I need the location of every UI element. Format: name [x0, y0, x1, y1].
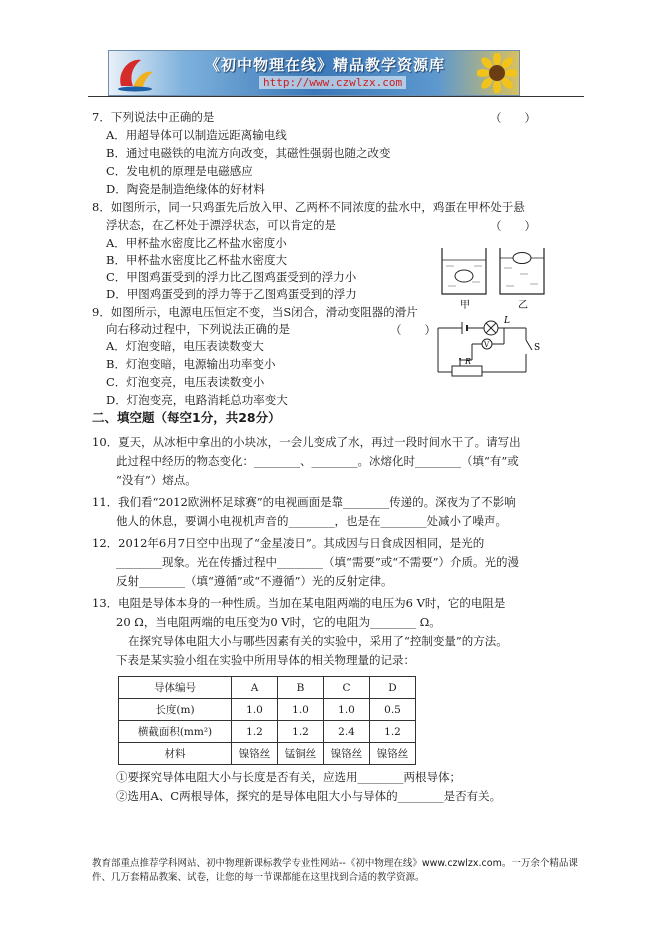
q10-line-3: “没有”）熔点。 — [116, 473, 197, 487]
q8-stem-line-1: 8．如图所示，同一只鸡蛋先后放入甲、乙两杯不同浓度的盐水中，鸡蛋在甲杯处于悬 — [92, 200, 525, 214]
q7-option-c: C．发电机的原理是电磁感应 — [106, 164, 253, 178]
label-l: L — [504, 316, 510, 326]
label-s: S — [534, 343, 541, 353]
table-cell: 长度(m) — [119, 699, 232, 721]
header-banner — [108, 50, 520, 96]
beakers-figure — [434, 242, 554, 312]
egg-jia-icon — [455, 270, 473, 282]
label-yi: 乙 — [518, 300, 528, 311]
q9-option-d: D．灯泡变亮，电路消耗总功率变大 — [106, 393, 288, 407]
q7-stem: 7．下列说法中正确的是 — [92, 110, 215, 124]
site-logo-icon — [115, 54, 155, 92]
q9-stem-line-1: 9．如图所示，电源电压恒定不变，当S闭合，滑动变阻器的滑片 — [92, 305, 418, 319]
table-cell: 0.5 — [370, 699, 416, 721]
q7-option-d: D．陶瓷是制造绝缘体的好材料 — [106, 182, 265, 196]
q10-line-2: 此过程中经历的物态变化：________、________。冰熔化时________（填“有”或 — [116, 454, 519, 468]
table-cell: 1.2 — [232, 721, 278, 743]
circuit-figure — [432, 314, 548, 380]
lamp-icon — [484, 321, 498, 335]
table-cell: 2.4 — [324, 721, 370, 743]
table-cell: 1.2 — [370, 721, 416, 743]
table-row — [119, 721, 416, 743]
q9-option-c: C．灯泡变亮，电压表读数变小 — [106, 375, 265, 389]
q13-sub-2: ②选用A、C两根导体，探究的是导体电阻大小与导体的________是否有关。 — [116, 789, 502, 803]
table-cell: 镍铬丝 — [324, 743, 370, 765]
q13-line-4: 下表是某实验小组在实验中所用导体的相关物理量的记录： — [116, 653, 415, 667]
table-cell: 1.0 — [278, 699, 324, 721]
beaker-yi — [500, 248, 544, 294]
q11-line-1: 11．我们看“2012欧洲杯足球赛”的电视画面是靠________传递的。深夜为了不影响 — [92, 495, 516, 509]
q7-answer-paren: （ ） — [490, 111, 536, 125]
q8-answer-paren: （ ） — [490, 219, 536, 233]
q13-line-1: 13．电阻是导体本身的一种性质。当加在某电阻两端的电压为6 V时，它的电阻是 — [92, 596, 506, 610]
q12-line-2: ________现象。光在传播过程中________（填“需要”或“不需要”）介质。光的漫 — [116, 555, 520, 569]
q12-line-1: 12．2012年6月7日空中出现了“金星凌日”。其成因与日食成因相同，是光的 — [92, 536, 485, 550]
table-header-cell: B — [278, 677, 324, 699]
q8-option-c: C．甲图鸡蛋受到的浮力比乙图鸡蛋受到的浮力小 — [106, 270, 357, 284]
table-cell: 材料 — [119, 743, 232, 765]
table-cell: 锰铜丝 — [278, 743, 324, 765]
conductor-table — [118, 676, 416, 765]
table-header-cell: D — [370, 677, 416, 699]
q13-line-3: 在探究导体电阻大小与哪些因素有关的实验中，采用了“控制变量”的方法。 — [128, 634, 508, 648]
table-row — [119, 699, 416, 721]
table-cell: 1.0 — [232, 699, 278, 721]
table-cell: 1.2 — [278, 721, 324, 743]
q8-option-a: A．甲杯盐水密度比乙杯盐水密度小 — [106, 236, 287, 250]
footer-line-2: 件、几万套精品教案、试卷，让您的每一节课都能在这里找到合适的教学资源。 — [92, 872, 425, 883]
table-cell: 镍铬丝 — [232, 743, 278, 765]
label-jia: 甲 — [460, 300, 470, 311]
q8-stem-line-2: 浮状态，在乙杯处于漂浮状态，可以肯定的是 — [106, 218, 336, 232]
q10-line-1: 10．夏天，从冰柜中拿出的小块冰，一会儿变成了水，再过一段时间水干了。请写出 — [92, 435, 521, 449]
q13-line-2: 20 Ω，当电阻两端的电压变为0 V时，它的电阻为________ Ω。 — [116, 615, 441, 629]
q9-option-b: B．灯泡变暗，电源输出功率变小 — [106, 357, 276, 371]
table-header-cell: C — [324, 677, 370, 699]
footer-line-1: 教育部重点推荐学科网站、初中物理新课标教学专业性网站--《初中物理在线》www.czwlzx.com。一万余个精品课 — [92, 858, 578, 869]
q12-line-3: 反射________（填“遵循”或“不遵循”）光的反射定律。 — [116, 574, 393, 588]
slider-arrow-icon — [459, 358, 461, 364]
q11-line-2: 他人的休息，要调小电视机声音的________，也是在________处减小了噪声。 — [116, 514, 507, 528]
egg-yi-icon — [513, 253, 531, 264]
q9-answer-paren: （ ） — [390, 323, 436, 337]
q9-stem-line-2: 向右移动过程中，下列说法正确的是 — [106, 322, 290, 336]
label-v: V — [484, 341, 490, 349]
header-divider — [88, 96, 584, 97]
q7-option-b: B．通过电磁铁的电流方向改变，其磁性强弱也随之改变 — [106, 146, 391, 160]
q8-option-d: D．甲图鸡蛋受到的浮力等于乙图鸡蛋受到的浮力 — [106, 287, 357, 301]
sunflower-icon — [477, 53, 517, 93]
q13-sub-1: ①要探究导体电阻大小与长度是否有关，应选用________两根导体； — [116, 770, 461, 784]
banner-url[interactable]: http://www.czwlzx.com — [259, 76, 406, 89]
table-row — [119, 743, 416, 765]
table-header-cell: A — [232, 677, 278, 699]
section-2-title: 二、填空题（每空1分，共28分） — [92, 410, 281, 425]
q8-option-b: B．甲杯盐水密度比乙杯盐水密度大 — [106, 253, 287, 267]
table-cell: 1.0 — [324, 699, 370, 721]
table-header-cell: 导体编号 — [119, 677, 232, 699]
beaker-jia — [442, 248, 486, 294]
table-cell: 镍铬丝 — [370, 743, 416, 765]
q7-option-a: A．用超导体可以制造远距离输电线 — [106, 128, 287, 142]
banner-title: 《初中物理在线》精品教学资源库 — [205, 56, 446, 74]
q9-option-a: A．灯泡变暗，电压表读数变大 — [106, 339, 264, 353]
label-r: R — [465, 357, 472, 366]
table-header-row — [119, 677, 416, 699]
table-cell: 横截面积(mm²) — [119, 721, 232, 743]
